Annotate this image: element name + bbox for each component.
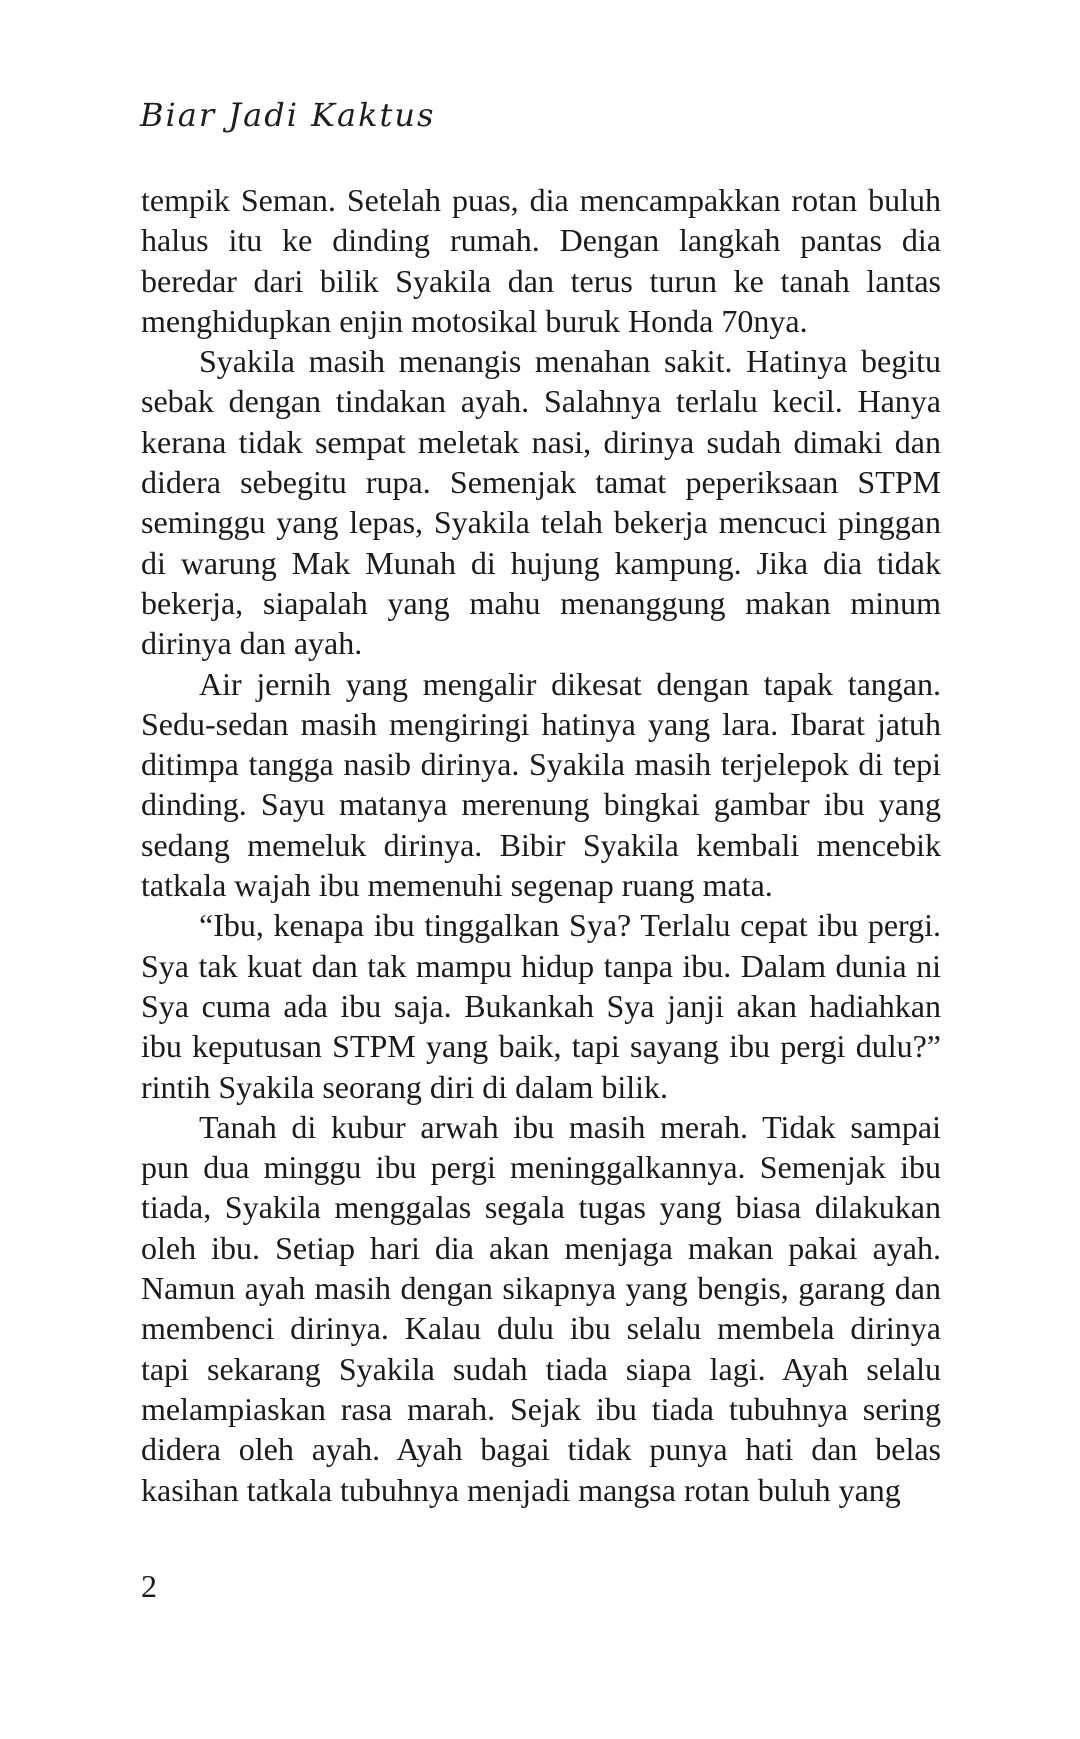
body-text (141, 180, 941, 1510)
paragraph-3: Air jernih yang mengalir dikesat dengan tapak tangan. Sedu-sedan masih mengiringi hatinya yang lara. Ibarat jatuh ditimpa tangga nasib dirinya. Syakila masih terjelepok di tepi dinding. Sayu matanya merenung bingkai gambar ibu yang sedang memeluk dirinya. Bibir Syakila kembali mencebik tatkala wajah ibu memenuhi segenap ruang mata. (141, 665, 941, 904)
paragraph-2: Syakila masih menangis menahan sakit. Hatinya begitu sebak dengan tindakan ayah. Salahnya terlalu kecil. Hanya kerana tidak sempat meletak nasi, dirinya sudah dimaki dan didera sebegitu rupa. Semenjak tamat peperiksaan STPM seminggu yang lepas, Syakila telah bekerja mencuci pinggan di warung Mak Munah di hujung kampung. Jika dia tidak bekerja, siapalah yang mahu menanggung makan minum dirinya dan ayah. (141, 343, 941, 662)
paragraph-5: Tanah di kubur arwah ibu masih merah. Tidak sampai pun dua minggu ibu pergi meninggalkannya. Semenjak ibu tiada, Syakila menggalas segala tugas yang biasa dilakukan oleh ibu. Setiap hari dia akan menjaga makan pakai ayah. Namun ayah masih dengan sikapnya yang bengis, garang dan membenci dirinya. Kalau dulu ibu selalu membela dirinya tapi sekarang Syakila sudah tiada siapa lagi. Ayah selalu melampiaskan rasa marah. Sejak ibu tiada tubuhnya sering didera oleh ayah. Ayah bagai tidak punya hati dan belas kasihan tatkala tubuhnya menjadi mangsa rotan buluh yang (141, 1108, 941, 1508)
running-header-title: Biar Jadi Kaktus (140, 96, 436, 134)
page-number: 2 (141, 1568, 157, 1604)
paragraph-4: “Ibu, kenapa ibu tinggalkan Sya? Terlalu cepat ibu pergi. Sya tak kuat dan tak mampu hidup tanpa ibu. Dalam dunia ni Sya cuma ada ibu saja. Bukankah Sya janji akan hadiahkan ibu keputusan STPM yang baik, tapi sayang ibu pergi dulu?” rintih Syakila seorang diri di dalam bilik. (141, 907, 941, 1105)
paragraph-1: tempik Seman. Setelah puas, dia mencampakkan rotan buluh halus itu ke dinding rumah. Dengan langkah pantas dia beredar dari bilik Syakila dan terus turun ke tanah lantas menghidupkan enjin motosikal buruk Honda 70nya. (141, 182, 941, 339)
